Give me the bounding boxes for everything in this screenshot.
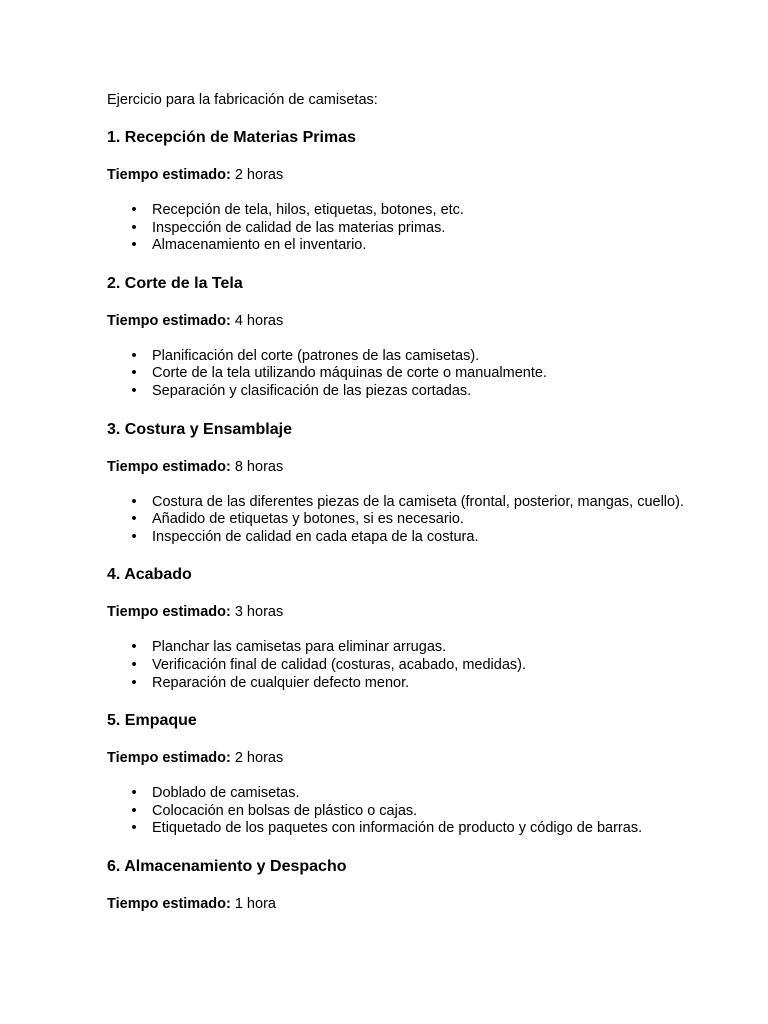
bullet-list xyxy=(107,639,687,692)
list-item: • Planchar las camisetas para eliminar arrugas. xyxy=(107,639,687,657)
estimated-time xyxy=(107,749,687,767)
bullet-icon: • xyxy=(131,511,137,528)
time-value: 2 horas xyxy=(234,167,284,183)
bullet-icon: • xyxy=(131,802,137,819)
time-label: Tiempo estimado: xyxy=(107,167,231,183)
list-item: • Inspección de calidad de las materias primas. xyxy=(107,220,687,238)
bullet-list xyxy=(107,785,687,838)
time-label: Tiempo estimado: xyxy=(107,604,231,621)
bullet-icon: • xyxy=(131,219,137,236)
time-label: Tiempo estimado: xyxy=(107,458,231,475)
section-corte xyxy=(107,274,687,401)
bullet-icon: • xyxy=(131,656,137,673)
time-value: 3 horas xyxy=(234,604,284,621)
bullet-icon: • xyxy=(131,237,137,254)
time-label: Tiempo estimado: xyxy=(107,750,231,767)
bullet-icon: • xyxy=(131,674,137,691)
bullet-icon: • xyxy=(131,347,137,364)
section-title: 4. Acabado xyxy=(107,566,192,584)
section-almacenamiento xyxy=(107,857,687,913)
section-costura xyxy=(107,420,687,547)
bullet-icon: • xyxy=(131,493,137,510)
estimated-time xyxy=(107,166,687,184)
estimated-time xyxy=(107,458,687,476)
bullet-icon: • xyxy=(131,639,137,656)
time-value: 2 horas xyxy=(234,750,284,767)
list-item: • Reparación de cualquier defecto menor. xyxy=(107,675,687,693)
bullet-list xyxy=(107,202,687,255)
list-item: • Inspección de calidad en cada etapa de la costura. xyxy=(107,529,687,547)
document-intro: Ejercicio para la fabricación de camisetas: xyxy=(107,92,378,108)
list-item: • Separación y clasificación de las piezas cortadas. xyxy=(107,383,687,401)
estimated-time xyxy=(107,895,687,913)
list-item: • Verificación final de calidad (costuras, acabado, medidas). xyxy=(107,657,687,675)
list-item: • Almacenamiento en el inventario. xyxy=(107,237,687,255)
bullet-list xyxy=(107,494,687,547)
estimated-time xyxy=(107,312,687,330)
list-item: • Etiquetado de los paquetes con información de producto y código de barras. xyxy=(107,820,687,838)
bullet-icon: • xyxy=(131,382,137,399)
list-item: • Doblado de camisetas. xyxy=(107,785,687,803)
bullet-icon: • xyxy=(131,365,137,382)
list-item: • Colocación en bolsas de plástico o cajas. xyxy=(107,803,687,821)
list-item: • Corte de la tela utilizando máquinas de corte o manualmente. xyxy=(107,365,687,383)
section-title: 5. Empaque xyxy=(107,712,197,730)
time-label: Tiempo estimado: xyxy=(107,895,231,912)
bullet-icon: • xyxy=(131,785,137,802)
section-empaque xyxy=(107,711,687,838)
list-item: • Costura de las diferentes piezas de la camiseta (frontal, posterior, mangas, cuello). xyxy=(107,494,687,512)
list-item: • Recepción de tela, hilos, etiquetas, botones, etc. xyxy=(107,202,687,220)
section-title: 1. Recepción de Materias Primas xyxy=(107,129,356,146)
time-label: Tiempo estimado: xyxy=(107,312,231,329)
bullet-icon: • xyxy=(131,202,137,218)
document-page xyxy=(107,91,687,913)
bullet-list xyxy=(107,348,687,401)
estimated-time xyxy=(107,603,687,621)
time-value: 8 horas xyxy=(234,458,284,475)
list-item: • Añadido de etiquetas y botones, si es necesario. xyxy=(107,511,687,529)
section-title: 2. Corte de la Tela xyxy=(107,274,243,292)
section-title: 3. Costura y Ensamblaje xyxy=(107,420,292,438)
time-value: 4 horas xyxy=(234,312,284,329)
bullet-icon: • xyxy=(131,528,137,545)
section-acabado xyxy=(107,565,687,692)
section-title: 6. Almacenamiento y Despacho xyxy=(107,857,347,875)
section-recepcion xyxy=(107,128,687,255)
bullet-icon: • xyxy=(131,820,137,837)
time-value: 1 hora xyxy=(234,895,276,912)
list-item: • Planificación del corte (patrones de las camisetas). xyxy=(107,348,687,366)
